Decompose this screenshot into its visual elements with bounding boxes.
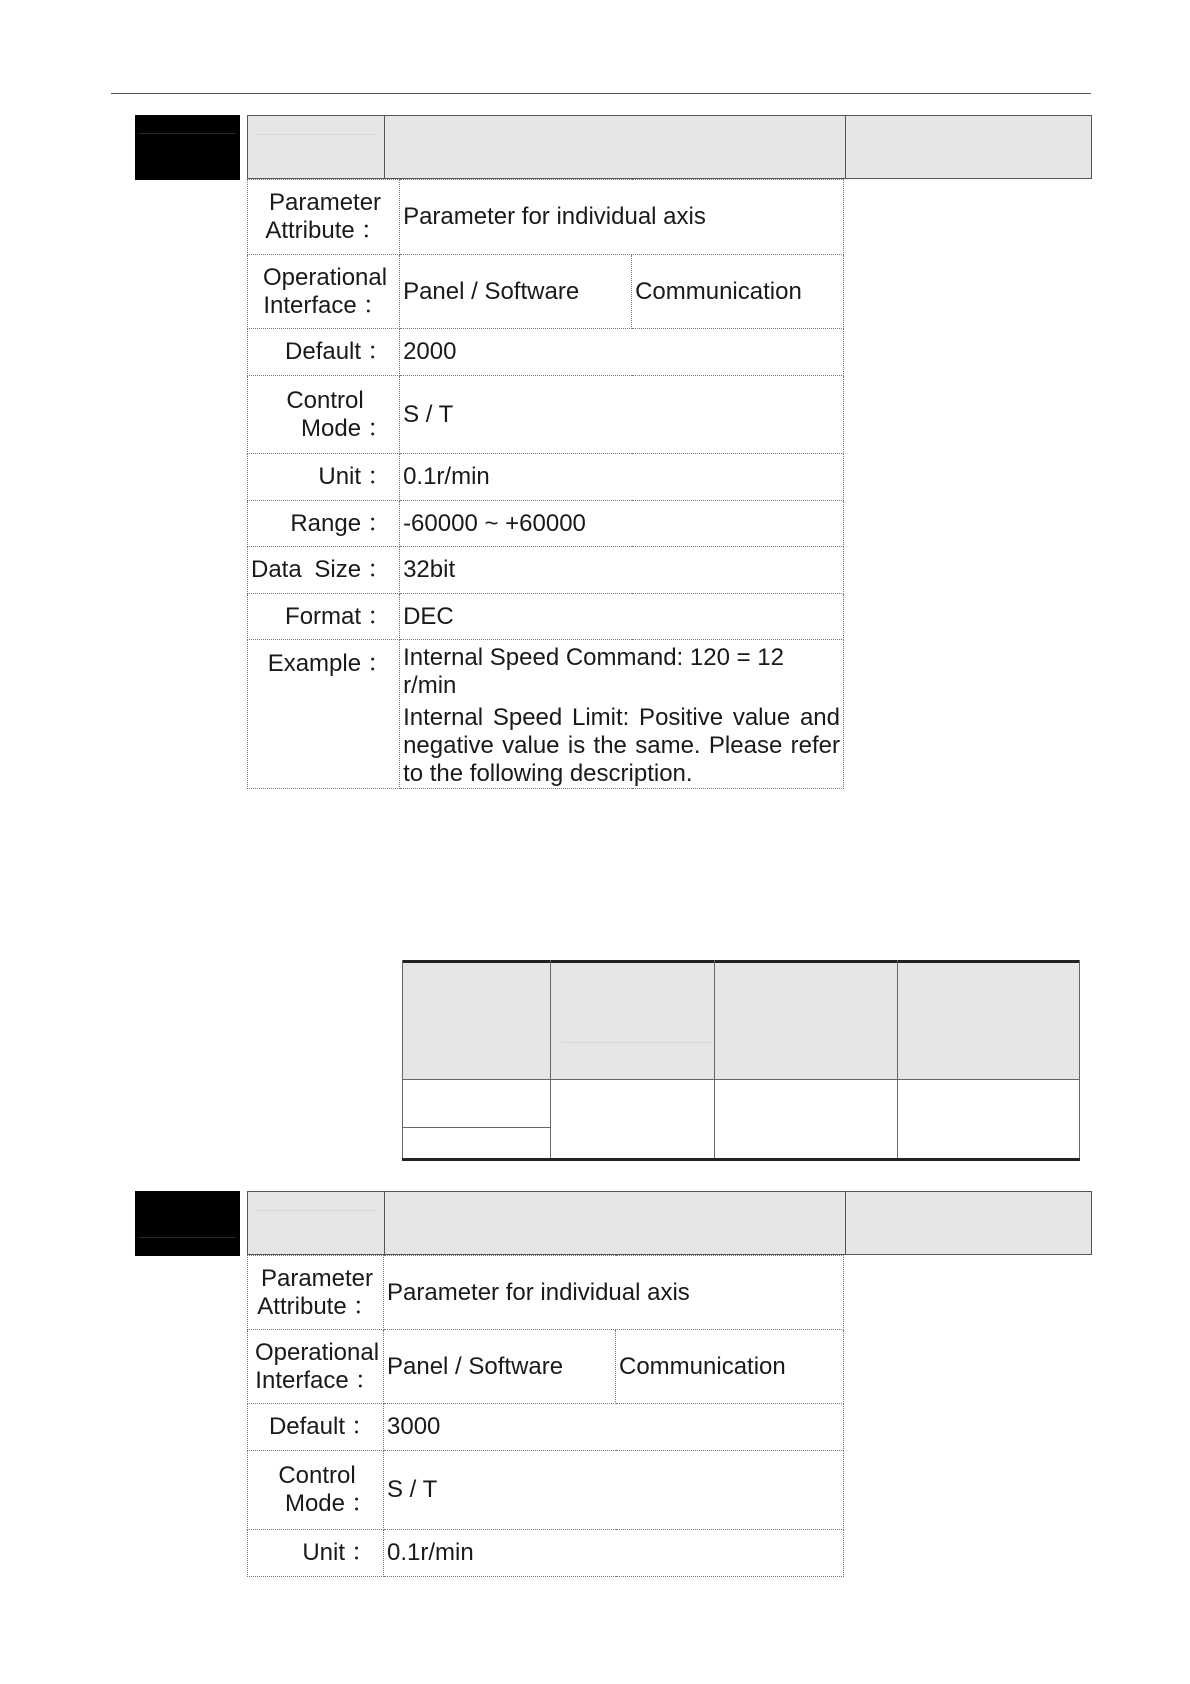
row-interface: [248, 1330, 844, 1404]
row-range: [248, 501, 844, 547]
column-divider: [402, 960, 403, 1160]
colon: ：: [367, 463, 392, 490]
colon: ：: [367, 338, 392, 365]
label: Default: [268, 1413, 345, 1440]
row-divider: [402, 1079, 1080, 1080]
label: Parameter: [260, 1264, 374, 1292]
label: Attribute: [257, 1292, 347, 1320]
value: 3000: [384, 1404, 844, 1451]
value: Communication: [632, 255, 844, 329]
label: Interface: [255, 1366, 349, 1394]
value: Parameter for individual axis: [400, 180, 844, 255]
header-rule: [111, 93, 1091, 94]
limit-table: [402, 960, 1080, 1160]
label: Attribute: [265, 217, 355, 244]
label: Unit: [302, 1539, 345, 1566]
colon: ：: [352, 1292, 377, 1320]
colon: ：: [367, 509, 392, 537]
colon: ：: [367, 602, 392, 630]
parameter-table: [247, 179, 844, 789]
row-control-mode: [248, 1451, 844, 1530]
column-divider: [714, 960, 715, 1160]
value: DEC: [400, 594, 844, 640]
value: 32bit: [400, 547, 844, 594]
limit-table-header: [402, 960, 1080, 1079]
label: Format: [285, 602, 362, 630]
label: Unit: [318, 463, 362, 490]
table-bottom-rule: [402, 1158, 1080, 1161]
parameter-table: [247, 1255, 844, 1577]
parameter-header-bar: [247, 1191, 1092, 1255]
colon: ：: [362, 291, 387, 319]
row-attribute: [248, 1256, 844, 1330]
value: S / T: [384, 1451, 844, 1530]
colon: ：: [367, 414, 392, 442]
value: 0.1r/min: [384, 1530, 844, 1577]
label: Default: [285, 338, 362, 365]
label: Interface: [263, 291, 357, 319]
column-divider: [550, 960, 551, 1160]
label: Data Size: [251, 556, 362, 583]
header-divider: [562, 1042, 712, 1043]
parameter-code-tab: [135, 115, 240, 180]
row-unit: [248, 1530, 844, 1577]
colon: ：: [351, 1539, 375, 1566]
value: Panel / Software: [400, 255, 632, 329]
row-unit: [248, 454, 844, 501]
row-format: [248, 594, 844, 640]
label: Mode: [301, 414, 362, 442]
parameter-header-bar: [247, 115, 1092, 179]
value: Communication: [616, 1330, 844, 1404]
value: Parameter for individual axis: [384, 1256, 844, 1330]
label: Example: [267, 650, 362, 677]
label: Range: [290, 509, 362, 537]
example-description: Internal Speed Limit: Positive value and negative value is the same. Please refer to the following description.: [403, 704, 840, 787]
colon: ：: [367, 650, 392, 677]
example-line: Internal Speed Command: 120 = 12 r/min: [403, 644, 784, 699]
label: Mode: [284, 1490, 345, 1517]
colon: ：: [354, 1366, 379, 1394]
colon: ：: [351, 1413, 375, 1440]
value: 2000: [400, 329, 844, 376]
row-default: [248, 329, 844, 376]
row-divider: [402, 1127, 550, 1128]
label: Parameter: [269, 189, 382, 216]
column-divider: [897, 960, 898, 1160]
label: Control: [286, 386, 364, 414]
label: Control: [278, 1462, 356, 1489]
label: Operational: [262, 263, 388, 291]
colon: ：: [351, 1490, 375, 1517]
row-interface: [248, 255, 844, 329]
value: Panel / Software: [384, 1330, 616, 1404]
row-default: [248, 1404, 844, 1451]
value: -60000 ~ +60000: [400, 501, 844, 547]
column-divider: [1079, 960, 1080, 1160]
label: Operational: [254, 1338, 380, 1366]
value: S / T: [400, 376, 844, 454]
row-attribute: [248, 180, 844, 255]
row-example: [248, 640, 844, 789]
row-control-mode: [248, 376, 844, 454]
parameter-code-tab: [135, 1191, 240, 1256]
colon: ：: [360, 217, 385, 244]
row-data-size: [248, 547, 844, 594]
colon: ：: [367, 556, 392, 583]
value: 0.1r/min: [400, 454, 844, 501]
